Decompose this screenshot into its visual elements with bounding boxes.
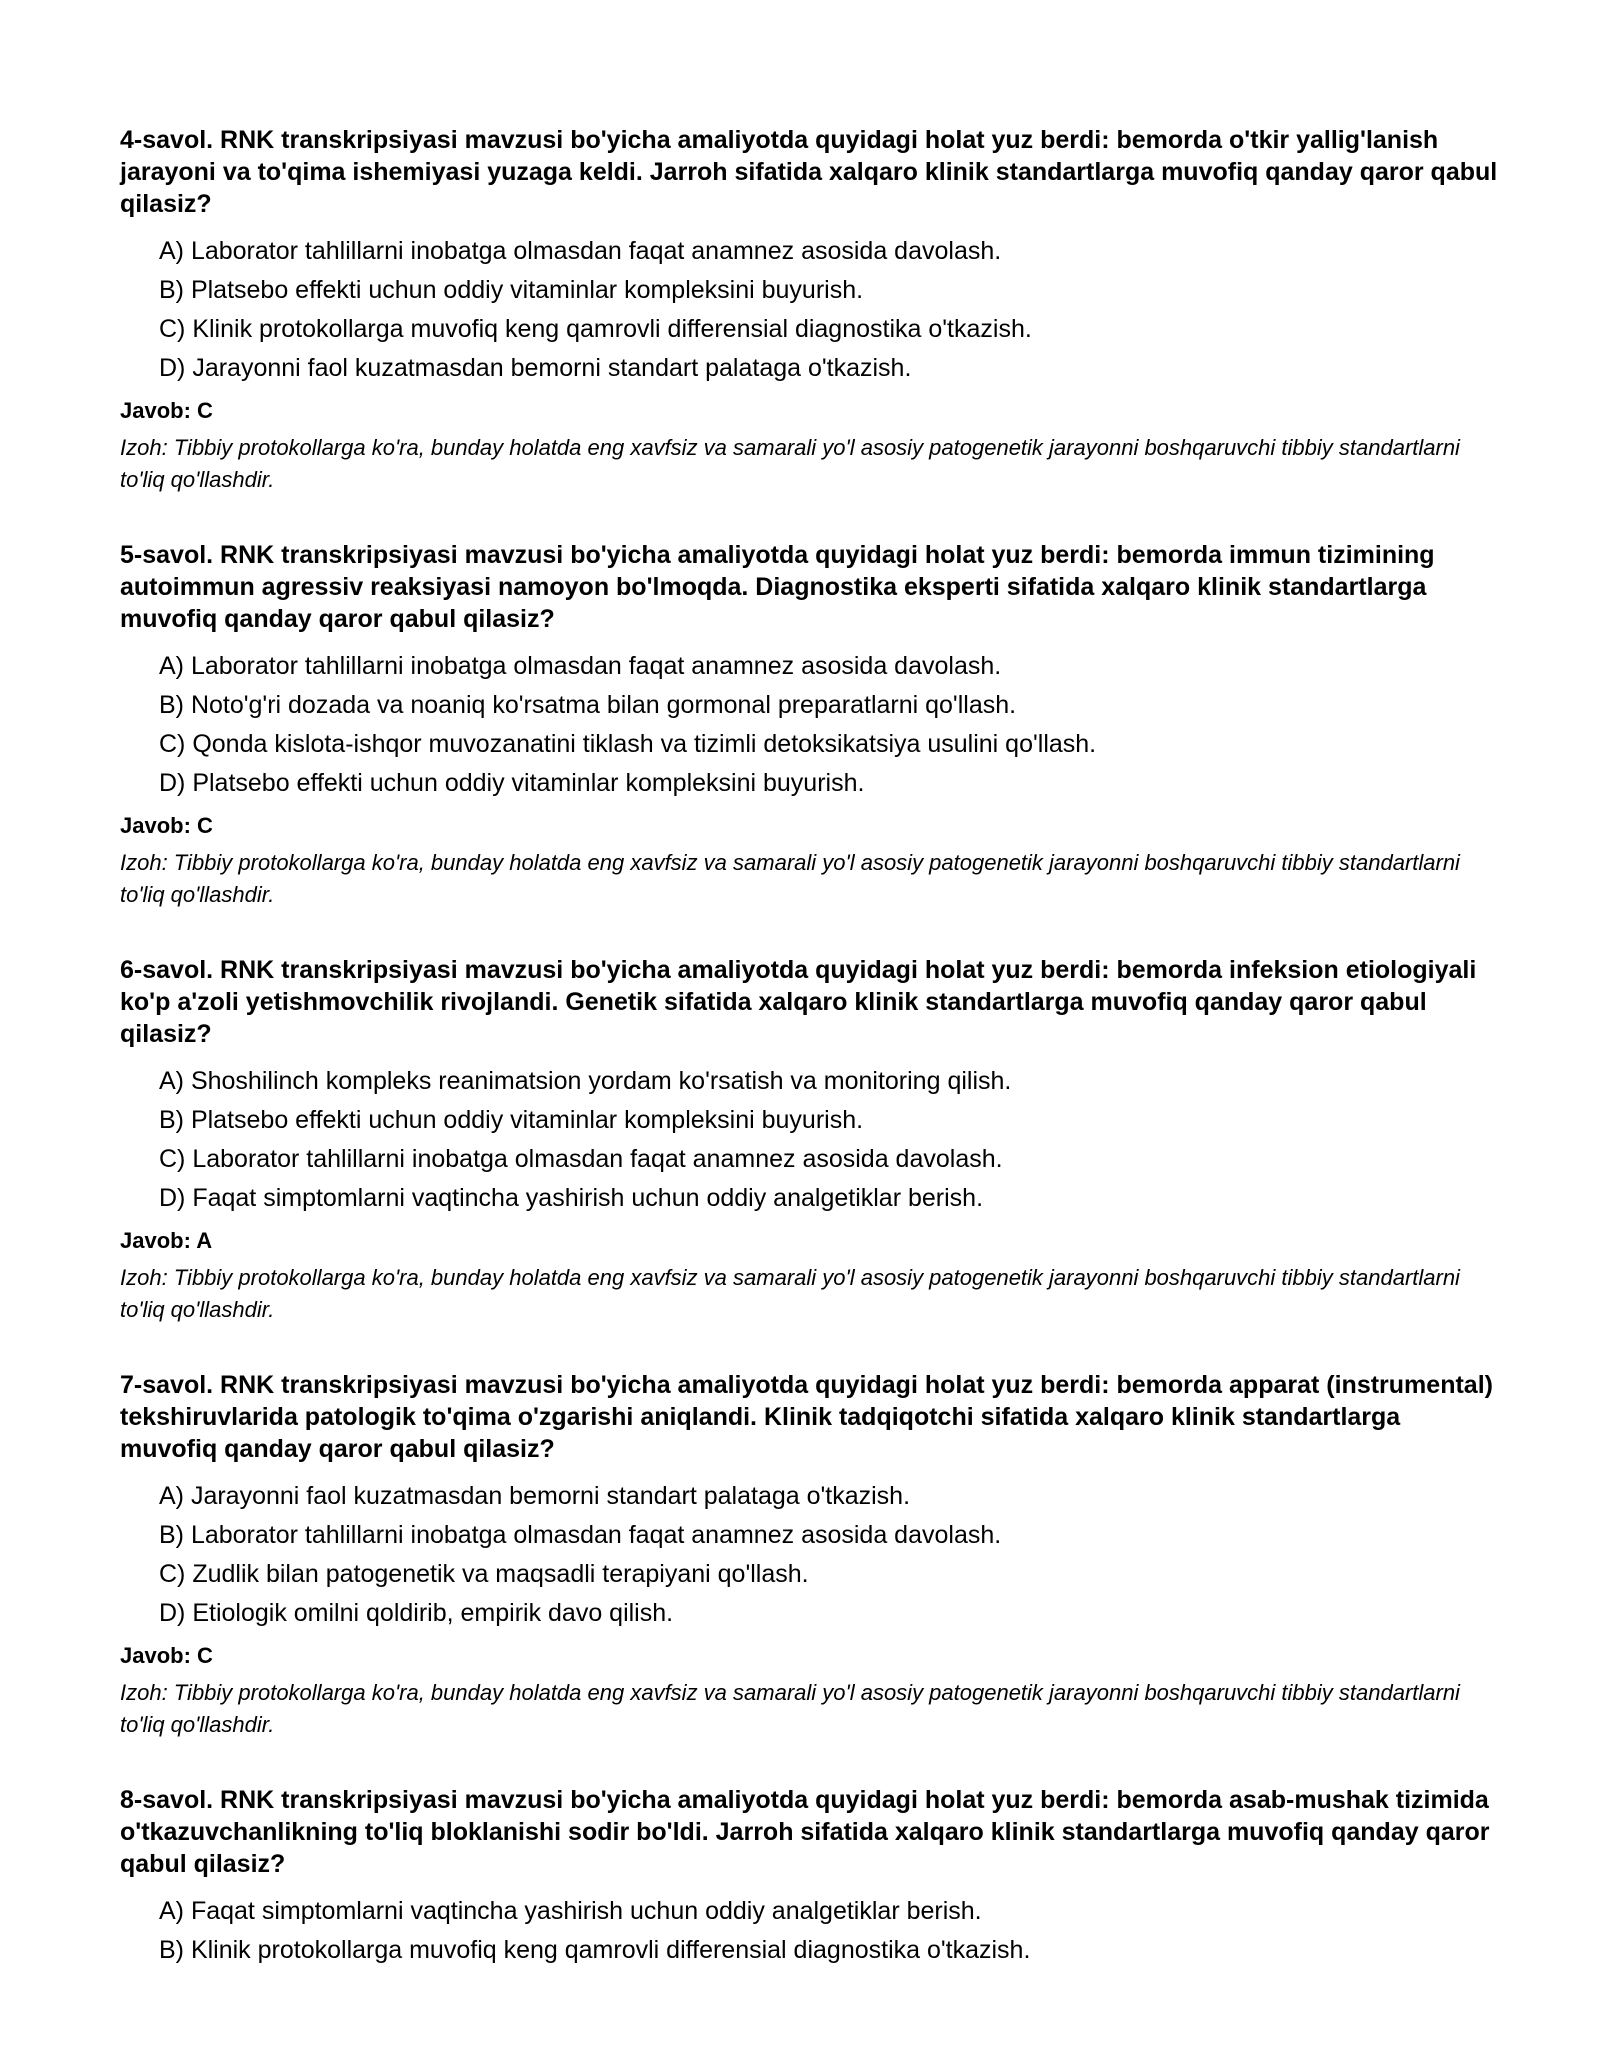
answer-label: Javob: C <box>120 398 213 423</box>
option-c: C) Zudlik bilan patogenetik va maqsadli terapiyani qo'llash. <box>159 1560 809 1588</box>
option-b: B) Platsebo effekti uchun oddiy vitaminlar kompleksini buyurish. <box>159 276 864 304</box>
option-b: B) Noto'g'ri dozada va noaniq ko'rsatma bilan gormonal preparatlarni qo'llash. <box>159 691 1017 719</box>
option-c: C) Klinik protokollarga muvofiq keng qamrovli differensial diagnostika o'tkazish. <box>159 315 1032 343</box>
explanation-text: Izoh: Tibbiy protokollarga ko'ra, bunday holatda eng xavfsiz va samarali yo'l asosiy patogenetik jarayonni boshqaruvchi tibbiy standartlarni to'liq qo'llashdir. <box>120 850 1460 907</box>
question-6 <box>120 954 1500 1326</box>
option-d: D) Faqat simptomlarni vaqtincha yashirish uchun oddiy analgetiklar berish. <box>159 1184 984 1212</box>
option-a: A) Faqat simptomlarni vaqtincha yashirish uchun oddiy analgetiklar berish. <box>159 1897 982 1925</box>
option-b: B) Platsebo effekti uchun oddiy vitaminlar kompleksini buyurish. <box>159 1106 864 1134</box>
question-title: 6-savol. RNK transkripsiyasi mavzusi bo'yicha amaliyotda quyidagi holat yuz berdi: bemorda infeksion etiologiyali ko'p a'zoli yetishmovchilik rivojlandi. Genetik sifatida xalqaro klinik standartlarga muvofiq qanday qaror qabul qilasiz? <box>120 956 1477 1048</box>
options-list <box>120 647 1500 803</box>
question-5 <box>120 539 1500 911</box>
option-d: D) Etiologik omilni qoldirib, empirik davo qilish. <box>159 1599 674 1627</box>
answer-label: Javob: C <box>120 813 213 838</box>
option-a: A) Jarayonni faol kuzatmasdan bemorni standart palataga o'tkazish. <box>159 1482 911 1510</box>
answer-label: Javob: A <box>120 1228 213 1253</box>
options-list <box>120 232 1500 388</box>
option-c: C) Laborator tahlillarni inobatga olmasdan faqat anamnez asosida davolash. <box>159 1145 1003 1173</box>
question-title: 4-savol. RNK transkripsiyasi mavzusi bo'yicha amaliyotda quyidagi holat yuz berdi: bemorda o'tkir yallig'lanish jarayoni va to'qima ishemiyasi yuzaga keldi. Jarroh sifatida xalqaro klinik standartlarga muvofiq qanday qaror qabul qilasiz? <box>120 126 1498 218</box>
options-list <box>120 1477 1500 1633</box>
question-title: 7-savol. RNK transkripsiyasi mavzusi bo'yicha amaliyotda quyidagi holat yuz berdi: bemorda apparat (instrumental) tekshiruvlarida patologik to'qima o'zgarishi aniqlandi. Klinik tadqiqotchi sifatida xalqaro klinik standartlarga muvofiq qanday qaror qabul qilasiz? <box>120 1371 1493 1463</box>
option-d: D) Platsebo effekti uchun oddiy vitaminlar kompleksini buyurish. <box>159 769 865 797</box>
option-d: D) Jarayonni faol kuzatmasdan bemorni standart palataga o'tkazish. <box>159 354 912 382</box>
explanation-text: Izoh: Tibbiy protokollarga ko'ra, bunday holatda eng xavfsiz va samarali yo'l asosiy patogenetik jarayonni boshqaruvchi tibbiy standartlarni to'liq qo'llashdir. <box>120 1265 1460 1322</box>
options-list <box>120 1892 1500 1970</box>
question-title: 5-savol. RNK transkripsiyasi mavzusi bo'yicha amaliyotda quyidagi holat yuz berdi: bemorda immun tizimining autoimmun agressiv reaksiyasi namoyon bo'lmoqda. Diagnostika eksperti sifatida xalqaro klinik standartlarga muvofiq qanday qaror qabul qilasiz? <box>120 541 1435 633</box>
explanation-text: Izoh: Tibbiy protokollarga ko'ra, bunday holatda eng xavfsiz va samarali yo'l asosiy patogenetik jarayonni boshqaruvchi tibbiy standartlarni to'liq qo'llashdir. <box>120 435 1460 492</box>
option-b: B) Laborator tahlillarni inobatga olmasdan faqat anamnez asosida davolash. <box>159 1521 1002 1549</box>
option-a: A) Shoshilinch kompleks reanimatsion yordam ko'rsatish va monitoring qilish. <box>159 1067 1012 1095</box>
options-list <box>120 1062 1500 1218</box>
answer-label: Javob: C <box>120 1643 213 1668</box>
document-page <box>120 124 1500 1970</box>
explanation-text: Izoh: Tibbiy protokollarga ko'ra, bunday holatda eng xavfsiz va samarali yo'l asosiy patogenetik jarayonni boshqaruvchi tibbiy standartlarni to'liq qo'llashdir. <box>120 1680 1460 1737</box>
question-4 <box>120 124 1500 496</box>
question-8 <box>120 1784 1500 1970</box>
option-c: C) Qonda kislota-ishqor muvozanatini tiklash va tizimli detoksikatsiya usulini qo'llash. <box>159 730 1097 758</box>
option-a: A) Laborator tahlillarni inobatga olmasdan faqat anamnez asosida davolash. <box>159 652 1002 680</box>
option-a: A) Laborator tahlillarni inobatga olmasdan faqat anamnez asosida davolash. <box>159 237 1002 265</box>
question-7 <box>120 1369 1500 1741</box>
question-title: 8-savol. RNK transkripsiyasi mavzusi bo'yicha amaliyotda quyidagi holat yuz berdi: bemorda asab-mushak tizimida o'tkazuvchanlikning to'liq bloklanishi sodir bo'ldi. Jarroh sifatida xalqaro klinik standartlarga muvofiq qanday qaror qabul qilasiz? <box>120 1786 1490 1878</box>
option-b: B) Klinik protokollarga muvofiq keng qamrovli differensial diagnostika o'tkazish. <box>159 1936 1031 1964</box>
